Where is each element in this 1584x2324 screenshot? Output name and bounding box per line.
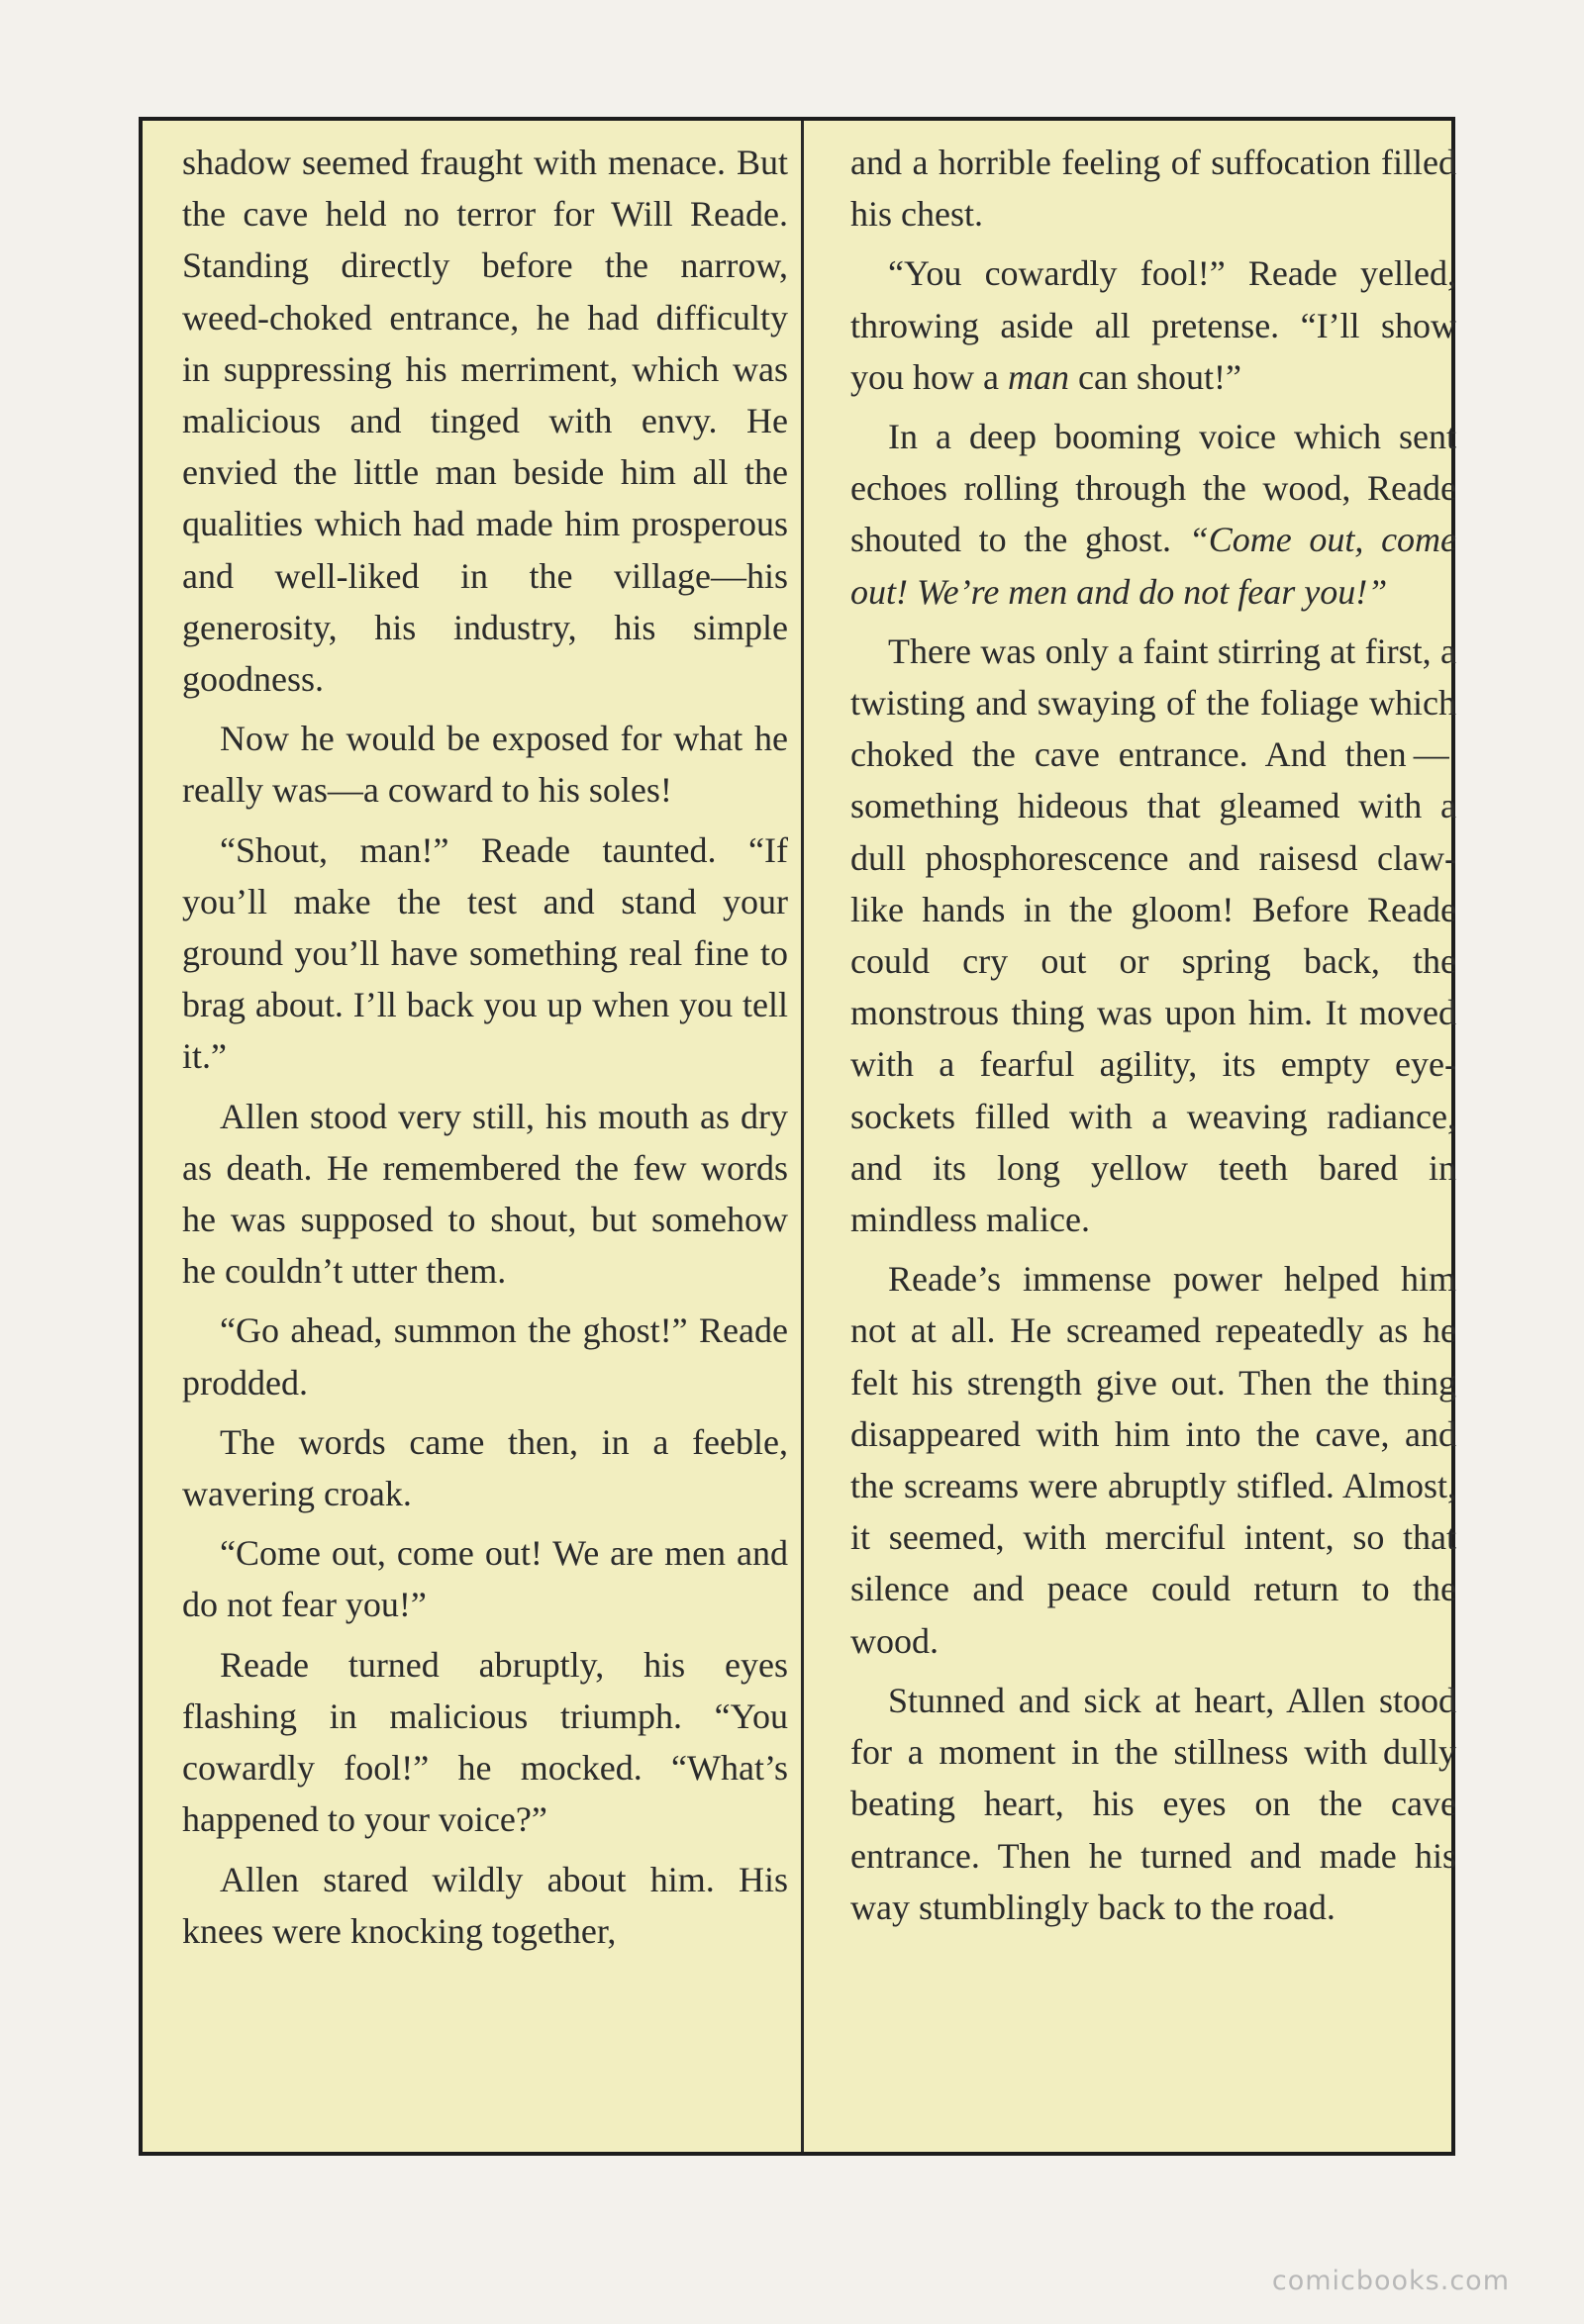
emphasized-word: man [1007, 356, 1069, 397]
paragraph: and a horrible feeling of suffocation filled his chest. [850, 143, 1456, 235]
italic-dialogue: “Come out, come out! We’re men and do not fear you!” [850, 520, 1457, 612]
paragraph: The words came then, in a feeble, wavering croak. [182, 1421, 788, 1514]
paragraph [850, 411, 1456, 618]
paragraph-text: In a deep booming voice which sent echoes rolling through the wood, Reade shouted to the ghost. [850, 417, 1456, 560]
paragraph: “Come out, come out! We are men and do not fear you!” [182, 1533, 788, 1625]
paragraph-text: can shout!” [1077, 356, 1241, 397]
paragraph: Allen stared wildly about him. His knees were knocking together, [182, 1859, 788, 1951]
paragraph: “Shout, man!” Reade taunted. “If you’ll make the test and stand your ground you’ll have something real fine to brag about. I’ll back you up when you tell it.” [182, 829, 788, 1077]
paragraph: There was only a faint stirring at first, a twisting and swaying of the foliage which choked the cave entrance. And then — something hideous that gleamed with a dull phosphorescence and raisesd claw-like hands in the gloom! Before Reade could cry out or spring back, the monstrous thing was upon him. It moved with a fearful agility, its empty eye-sockets filled with a weaving radiance, and its long yellow teeth bared in mindless malice. [850, 630, 1456, 1240]
paragraph: Allen stood very still, his mouth as dry as death. He remembered the few words he was supposed to shout, but somehow he couldn’t utter them. [182, 1096, 788, 1292]
left-text-column [182, 137, 788, 1957]
paragraph [850, 247, 1456, 403]
paragraph: Now he would be exposed for what he really was—a coward to his soles! [182, 719, 788, 811]
right-text-column [850, 137, 1456, 1933]
paragraph: “Go ahead, summon the ghost!” Reade prodded. [182, 1310, 788, 1403]
paragraph: Reade turned abruptly, his eyes flashing in malicious triumph. “You cowardly fool!” he mocked. “What’s happened to your voice?” [182, 1644, 788, 1840]
paragraph: shadow seemed fraught with menace. But the cave held no terror for Will Reade. Standing directly before the narrow, weed-choked entrance, he had difficulty in suppressing his merriment, which was malicious and tinged with envy. He envied the little man beside him all the qualities which had made him prosperous and well-liked in the village—his generosity, his industry, his simple goodness. [182, 143, 788, 700]
paragraph: Stunned and sick at heart, Allen stood for a moment in the stillness with dully beating heart, his eyes on the cave entrance. Then he turned and made his way stumblingly back to the road. [850, 1680, 1456, 1927]
column-divider [801, 121, 804, 2152]
story-text-panel [139, 117, 1455, 2156]
site-watermark: comicbooks.com [1271, 2266, 1510, 2296]
paragraph: Reade’s immense power helped him not at all. He screamed repeatedly as he felt his strength give out. Then the thing disappeared with him into the cave, and the screams were abruptly stifled. Almost, it seemed, with merciful intent, so that silence and peace could return to the wood. [850, 1259, 1456, 1661]
paragraph-text: “You cowardly fool!” Reade yelled, throwing aside all pretense. “I’ll show you how a [850, 253, 1456, 397]
